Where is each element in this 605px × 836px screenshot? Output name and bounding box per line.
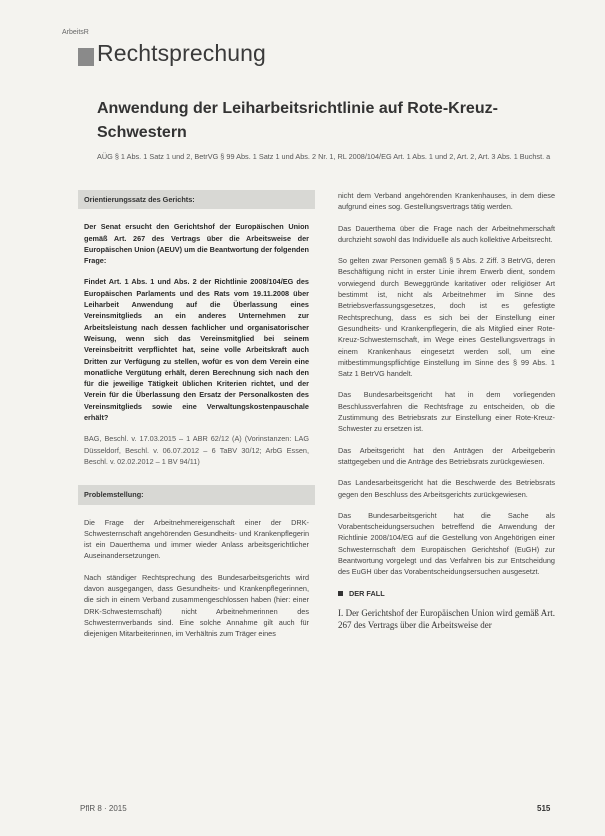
body-paragraph: Das Bundesarbeitsgericht hat in dem vorliegenden Beschlussverfahren die Rechtsfrage zu entscheiden, ob die Zustimmung des Betriebsrats zur Einstellung einer Rote-Kreuz-Schwester zu ersetzen ist. — [338, 390, 555, 434]
left-column — [78, 190, 315, 650]
page-title: Rechtsprechung — [97, 40, 266, 66]
guideline-question: Findet Art. 1 Abs. 1 und Abs. 2 der Richtlinie 2008/104/EG des Europäischen Parlaments und des Rats vom 19.11.2008 über Leiharbeit Anwendung auf die Überlassung eines Vereinsmitglieds an ein anderes Unternehmen zur Arbeitsleistung nach dessen fachlicher und organisatorischer Weisung, wenn sich das Vereinsmitglied bei seinem Vereinsbeitritt verpflichtet hat, seine volle Arbeitskraft auch Dritten zur Verfügung zu stellen, wofür es von dem Verein eine monatliche Vergütung erhält, deren Berechnung sich nach den für die jeweilige Tätigkeit üblichen Kriterien richtet, und der Verein für die Überlassung den Ersatz der Personalkosten des Vereinsmitglieds sowie eine Verwaltungskostenpauschale erhält? — [84, 277, 309, 423]
problem-paragraph: Die Frage der Arbeitnehmereigenschaft einer der DRK-Schwesternschaft angehörenden Gesundheits- und Krankenpflegerin ist ein Dauerthema und immer wieder Anlass arbeitsgerichtlicher Auseinandersetzungen. — [84, 517, 309, 561]
header-marker — [78, 48, 94, 66]
body-paragraph: Das Arbeitsgericht hat den Anträgen der Arbeitgeberin stattgegeben und die Anträge des Betriebsrats zurückgewiesen. — [338, 445, 555, 466]
body-paragraph: Das Dauerthema über die Frage nach der Arbeitnehmerschaft durchzieht sowohl das Individuelle als auch kollektive Arbeitsrecht. — [338, 223, 555, 244]
body-paragraph: Das Bundesarbeitsgericht hat die Sache als Vorabentscheidungsersuchen betreffend die Anwendung der Richtlinie 2008/104/EG auf die Gestellung von Angehörigen einer Schwesternschaft dem Europäischen Gerichtshof (EuGH) zur Beantwortung vorgelegt und das Verfahren bis zur Entscheidung des EuGH über das Vorabentscheidungsersuchen ausgesetzt. — [338, 510, 555, 577]
body-paragraph: Das Landesarbeitsgericht hat die Beschwerde des Betriebsrats gegen den Beschluss des Arbeitsgerichts zurückgewiesen. — [338, 478, 555, 499]
problem-heading: Problemstellung: — [78, 485, 315, 504]
body-paragraph: nicht dem Verband angehörenden Krankenhauses, in dem diese aufgrund eines sog. Gestellungsvertrags tätig werden. — [338, 191, 555, 212]
case-section-heading — [338, 588, 555, 599]
square-bullet-icon — [338, 591, 343, 596]
journal-issue: PflR 8 · 2015 — [80, 804, 127, 813]
article-title: Anwendung der Leiharbeitsrichtlinie auf Rote-Kreuz-Schwestern — [97, 100, 498, 141]
right-column — [338, 190, 555, 642]
guideline-heading: Orientierungssatz des Gerichts: — [78, 190, 315, 209]
section-label: ArbeitsR — [62, 29, 89, 36]
page-number: 515 — [537, 804, 551, 813]
decision-reference: BAG, Beschl. v. 17.03.2015 – 1 ABR 62/12 (A) (Vorinstanzen: LAG Düsseldorf, Beschl. v. 06.07.2012 – 6 TaBV 30/12; ArbG Essen, Beschl. v. 02.02.2012 – 1 BV 94/11) — [84, 434, 309, 466]
problem-box — [78, 485, 315, 639]
case-paragraph: I. Der Gerichtshof der Europäischen Union wird gemäß Art. 267 des Vertrags über die Arbeitsweise der — [338, 607, 555, 631]
body-paragraph: So gelten zwar Personen gemäß § 5 Abs. 2 Ziff. 3 BetrVG, deren Beschäftigung nicht in erster Linie ihrem Erwerb dient, sondern vorwiegend durch Beweggründe karitativer oder religiöser Art bestimmt ist, nicht als Arbeitnehmer im Sinne des Betriebsverfassungsgesetzes, doch ist es gefestigte Rechtsprechung, dass es sich bei der Einstellung einer Gesundheits- und Krankenpflegerin, die als Mitglied einer Rote-Kreuz-Schwesternschaft, im Wege eines Gestellungsvertrags in einem Krankenhaus eingesetzt werden soll, um eine mitbestimmungspflichtige Einstellung im Sinne des § 99 Abs. 1 Satz 1 BetrVG handelt. — [338, 256, 555, 379]
case-heading-label: DER FALL — [349, 588, 385, 598]
problem-paragraph: Nach ständiger Rechtsprechung des Bundesarbeitsgerichts wird davon ausgegangen, dass Gesundheits- und Krankenpflegerinnen, die sich in einem Verband zusammengeschlossen haben (hier: einer DRK-Schwesternschaft) nicht Arbeitnehmerinnen des Schwesternverbands sind. Eine solche Annahme gilt auch für diejenigen Mitarbeiterinnen, im Verhältnis zum Träger eines — [84, 572, 309, 639]
legal-citation: AÜG § 1 Abs. 1 Satz 1 und 2, BetrVG § 99 Abs. 1 Satz 1 und Abs. 2 Nr. 1, RL 2008/104/EG Art. 1 Abs. 1 und 2, Art. 2, Art. 3 Abs. 1 Buchst. a — [97, 152, 551, 161]
guideline-box — [78, 190, 315, 467]
guideline-question-intro: Der Senat ersucht den Gerichtshof der Europäischen Union gemäß Art. 267 des Vertrags über die Arbeitsweise der Europäischen Union (AEUV) um die Beantwortung der folgenden Frage: — [84, 222, 309, 266]
